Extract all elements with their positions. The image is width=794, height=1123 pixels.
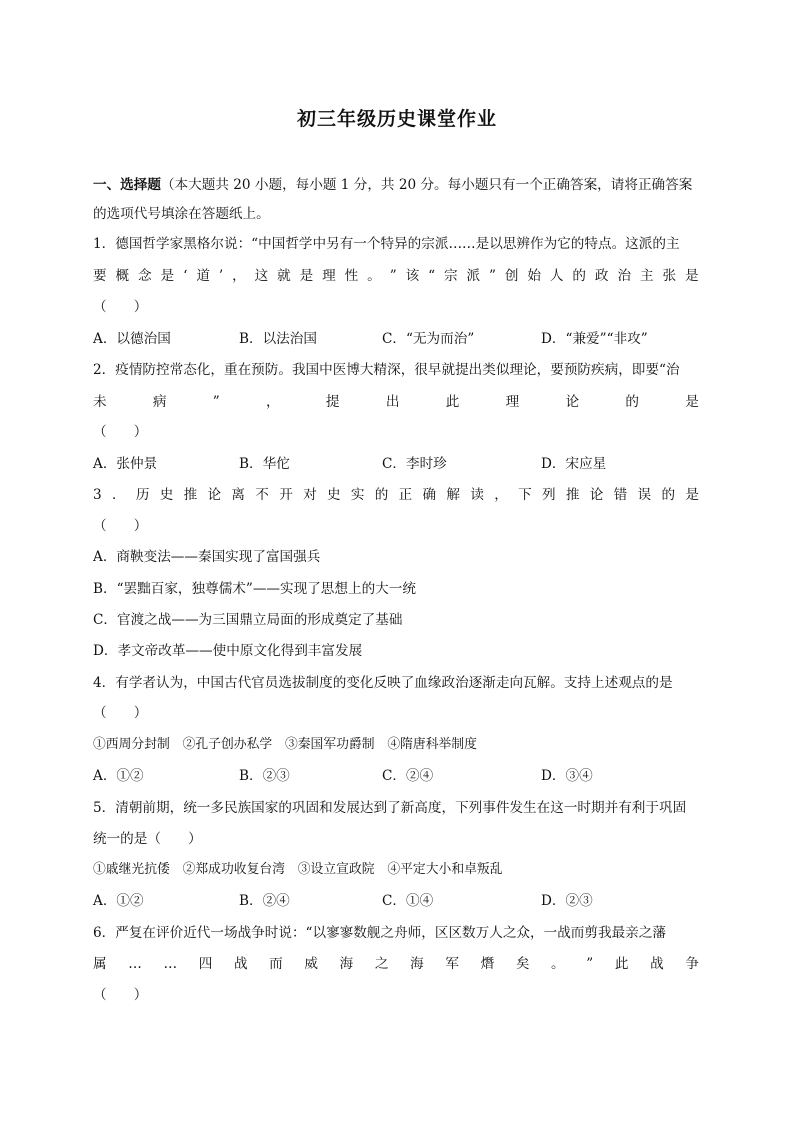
justified-char: 理 xyxy=(322,268,336,284)
justified-char: ” xyxy=(212,394,220,410)
q1-option-c[interactable]: C．“无为而治” xyxy=(382,331,475,347)
justified-char: 四 xyxy=(198,956,213,972)
justified-char: 推 xyxy=(565,487,580,503)
justified-char: 的 xyxy=(625,394,639,410)
q5-option-c[interactable]: C．①④ xyxy=(382,893,434,909)
justified-char: 矣 xyxy=(515,956,530,972)
justified-char: 出 xyxy=(385,394,400,410)
question-6-text: 6．严复在评价近代一场战争时说：“以寥寥数舰之舟师，区区数万人之众，一战而剪我最亲之藩 xyxy=(93,925,666,941)
justified-char: 概 xyxy=(115,268,130,284)
q4-option-a[interactable]: A．①② xyxy=(93,768,144,784)
justified-char: 战 xyxy=(650,956,664,972)
q4-option-b[interactable]: B．②③ xyxy=(239,768,290,784)
justified-char: 此 xyxy=(445,394,460,410)
justified-char: 道 xyxy=(196,268,210,284)
question-5-items: ①戚继光抗倭 ②郑成功收复台湾 ③设立宣政院 ④平定大小和卓叛乱 xyxy=(93,862,503,877)
q5-option-a[interactable]: A．①② xyxy=(93,893,144,909)
justified-char: 开 xyxy=(279,487,293,503)
question-6-text-cont xyxy=(93,953,699,975)
justified-char: 错 xyxy=(613,487,628,503)
justified-char: 实 xyxy=(350,487,365,503)
justified-char: 的 xyxy=(661,487,676,503)
justified-char: 是 xyxy=(684,268,699,284)
justified-char: 就 xyxy=(277,268,291,284)
q4-option-d[interactable]: D．③④ xyxy=(541,768,593,784)
q2-option-d[interactable]: D．宋应星 xyxy=(541,456,607,472)
section-heading-line xyxy=(93,174,699,196)
justified-char: 史 xyxy=(159,487,174,503)
q1-option-d[interactable]: D．“兼爱”“非攻” xyxy=(541,331,648,347)
justified-char: 的 xyxy=(572,268,586,284)
justified-char: 军 xyxy=(445,956,459,972)
justified-char: 理 xyxy=(505,394,520,410)
question-5-text: 5．清朝前期，统一多民族国家的巩固和发展达到了新高度，下列事件发生在这一时期并有利于巩固 xyxy=(93,800,687,816)
justified-char: 的 xyxy=(374,487,389,503)
justified-char: 这 xyxy=(254,268,269,284)
question-4-blank: （ ） xyxy=(93,705,148,721)
q2-option-c[interactable]: C．李时珍 xyxy=(382,456,447,472)
q3-option-b[interactable]: B．“罢黜百家，独尊儒术”——实现了思想上的大一统 xyxy=(93,581,416,597)
justified-char: 派 xyxy=(466,268,481,284)
justified-char: 正 xyxy=(398,487,413,503)
justified-char: ‘ xyxy=(183,268,188,284)
q5-option-b[interactable]: B．②④ xyxy=(239,893,290,909)
justified-char: 列 xyxy=(541,487,556,503)
justified-char: 。 xyxy=(367,268,381,284)
q1-option-a[interactable]: A．以德治国 xyxy=(93,331,171,347)
question-2-text-cont xyxy=(93,391,699,413)
justified-char: 3 xyxy=(93,487,102,503)
justified-char: 治 xyxy=(617,268,632,284)
justified-char: … xyxy=(163,956,178,972)
justified-char: 解 xyxy=(446,487,461,503)
justified-char: 是 xyxy=(160,268,175,284)
question-3-blank: （ ） xyxy=(93,518,148,534)
justified-char: 威 xyxy=(304,956,318,972)
justified-char: 。 xyxy=(551,956,565,972)
justified-char: 宗 xyxy=(443,268,458,284)
q3-option-d[interactable]: D．孝文帝改革——使中原文化得到丰富发展 xyxy=(93,643,363,659)
question-5-text-cont: 统一的是（ ） xyxy=(93,831,202,847)
justified-char: 病 xyxy=(152,394,167,410)
q5-option-d[interactable]: D．②③ xyxy=(541,893,593,909)
question-1-text: 1．德国哲学家黑格尔说：“中国哲学中另有一个特异的宗派……是以思辨作为它的特点。这派的主 xyxy=(93,236,680,252)
justified-char: 推 xyxy=(183,487,198,503)
justified-char: 读 xyxy=(470,487,484,503)
justified-char: 该 xyxy=(405,268,420,284)
justified-char: 之 xyxy=(374,956,389,972)
justified-char: 提 xyxy=(325,394,340,410)
justified-char: 下 xyxy=(518,487,532,503)
section-instruction: （本大题共 20 小题，每小题 1 分，共 20 分。每小题只有一个正确答案，请将正确答案 xyxy=(160,177,693,193)
justified-char: 始 xyxy=(527,268,541,284)
justified-char: 对 xyxy=(303,487,317,503)
question-3-text xyxy=(93,484,699,506)
question-2-text: 2．疫情防控常态化，重在预防。我国中医博大精深，很早就提出类似理论，要预防疾病，即要“治 xyxy=(93,362,680,378)
justified-char: 误 xyxy=(637,487,652,503)
question-4-items: ①西周分封制 ②孔子创办私学 ③秦国军功爵制 ④隋唐科举制度 xyxy=(93,737,477,752)
question-6-blank: （ ） xyxy=(93,987,148,1003)
justified-char: 念 xyxy=(138,268,152,284)
section-heading: 一、选择题 xyxy=(93,177,161,193)
justified-char: 历 xyxy=(135,487,150,503)
q4-option-c[interactable]: C．②④ xyxy=(382,768,434,784)
q2-option-b[interactable]: B．华佗 xyxy=(239,456,290,472)
justified-char: 是 xyxy=(299,268,314,284)
justified-char: 海 xyxy=(339,956,354,972)
justified-char: 论 xyxy=(589,487,604,503)
justified-char: 争 xyxy=(685,956,699,972)
q1-option-b[interactable]: B．以法治国 xyxy=(239,331,317,347)
justified-char: ” xyxy=(586,956,594,972)
justified-char: “ xyxy=(428,268,436,284)
justified-char: 战 xyxy=(233,956,248,972)
q2-option-a[interactable]: A．张仲景 xyxy=(93,456,158,472)
q3-option-c[interactable]: C．官渡之战——为三国鼎立局面的形成奠定了基础 xyxy=(93,612,403,628)
justified-char: 不 xyxy=(255,487,269,503)
justified-char: 是 xyxy=(685,487,699,503)
question-4-text: 4．有学者认为，中国古代官员选拔制度的变化反映了血缘政治逐渐走向瓦解。支持上述观点的是 xyxy=(93,675,673,691)
justified-char: 是 xyxy=(685,394,699,410)
justified-char: 属 xyxy=(93,956,107,972)
justified-char: 此 xyxy=(614,956,629,972)
justified-char: ” xyxy=(488,268,496,284)
justified-char: ’ xyxy=(218,268,224,284)
justified-char: 要 xyxy=(93,268,107,284)
justified-char: … xyxy=(128,956,142,972)
justified-char: 人 xyxy=(549,268,564,284)
question-2-blank: （ ） xyxy=(93,424,148,440)
section-instruction-cont: 的选项代号填涂在答题纸上。 xyxy=(93,206,270,222)
justified-char: 政 xyxy=(594,268,609,284)
page-title: 初三年级历史课堂作业 xyxy=(296,108,497,130)
justified-char: ． xyxy=(111,487,126,503)
justified-char: ” xyxy=(389,268,397,284)
justified-char: 性 xyxy=(344,268,359,284)
justified-char: ， xyxy=(266,394,280,410)
justified-char: 离 xyxy=(231,487,245,503)
justified-char: 未 xyxy=(93,394,107,410)
q3-option-a[interactable]: A．商鞅变法——秦国实现了富国强兵 xyxy=(93,549,321,565)
justified-char: 张 xyxy=(662,268,677,284)
justified-char: 论 xyxy=(207,487,222,503)
justified-char: 熸 xyxy=(480,956,495,972)
justified-char: 确 xyxy=(422,487,437,503)
justified-char: 而 xyxy=(269,956,283,972)
justified-char: 海 xyxy=(410,956,424,972)
justified-char: 主 xyxy=(639,268,654,284)
justified-char: 史 xyxy=(326,487,341,503)
question-1-text-cont xyxy=(93,265,699,287)
justified-char: ， xyxy=(494,487,508,503)
justified-char: 论 xyxy=(565,394,580,410)
question-1-blank: （ ） xyxy=(93,299,148,315)
justified-char: 创 xyxy=(504,268,519,284)
justified-char: ， xyxy=(232,268,246,284)
